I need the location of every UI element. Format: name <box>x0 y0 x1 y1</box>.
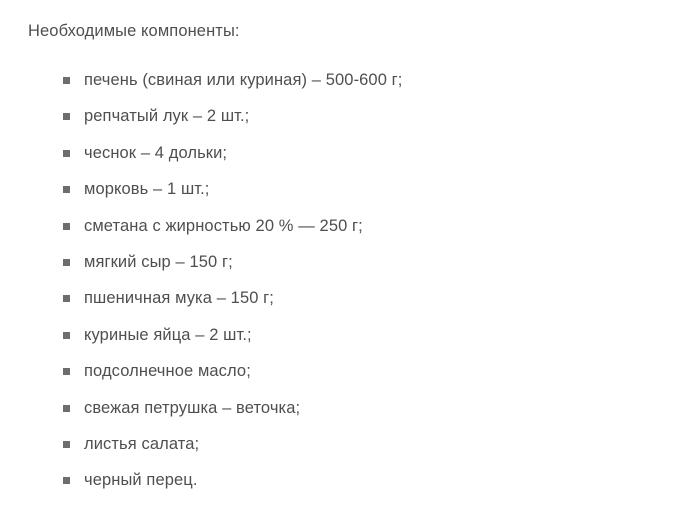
list-item <box>0 244 698 280</box>
list-item-label: чеснок – 4 дольки; <box>84 143 228 162</box>
bullet-square-icon <box>63 477 70 484</box>
bullet-square-icon <box>63 259 70 266</box>
bullet-square-icon <box>63 368 70 375</box>
list-item <box>0 462 698 498</box>
bullet-square-icon <box>63 186 70 193</box>
list-item-label: куриные яйца – 2 шт.; <box>84 325 252 344</box>
list-item-label: репчатый лук – 2 шт.; <box>84 107 250 126</box>
list-item <box>0 208 698 244</box>
ingredients-list <box>0 62 698 499</box>
bullet-square-icon <box>63 223 70 230</box>
list-item <box>0 426 698 462</box>
list-item-label: подсолнечное масло; <box>84 362 251 381</box>
bullet-square-icon <box>63 332 70 339</box>
list-item-label: пшеничная мука – 150 г; <box>84 289 274 308</box>
bullet-square-icon <box>63 113 70 120</box>
bullet-square-icon <box>63 150 70 157</box>
list-item <box>0 353 698 389</box>
bullet-square-icon <box>63 441 70 448</box>
list-item <box>0 98 698 134</box>
bullet-square-icon <box>63 405 70 412</box>
list-item-label: листья салата; <box>84 434 200 453</box>
list-item-label: черный перец. <box>84 471 198 490</box>
list-item <box>0 171 698 207</box>
list-item <box>0 135 698 171</box>
list-item <box>0 280 698 316</box>
list-item <box>0 317 698 353</box>
list-item-label: свежая петрушка – веточка; <box>84 398 301 417</box>
list-item <box>0 390 698 426</box>
list-item <box>0 62 698 98</box>
intro-text: Необходимые компоненты: <box>28 21 240 40</box>
list-item-label: мягкий сыр – 150 г; <box>84 252 233 271</box>
bullet-square-icon <box>63 77 70 84</box>
list-item-label: морковь – 1 шт.; <box>84 180 210 199</box>
bullet-square-icon <box>63 295 70 302</box>
list-item-label: печень (свиная или куриная) – 500-600 г; <box>84 71 403 89</box>
list-item-label: сметана с жирностью 20 % — 250 г; <box>84 216 363 235</box>
